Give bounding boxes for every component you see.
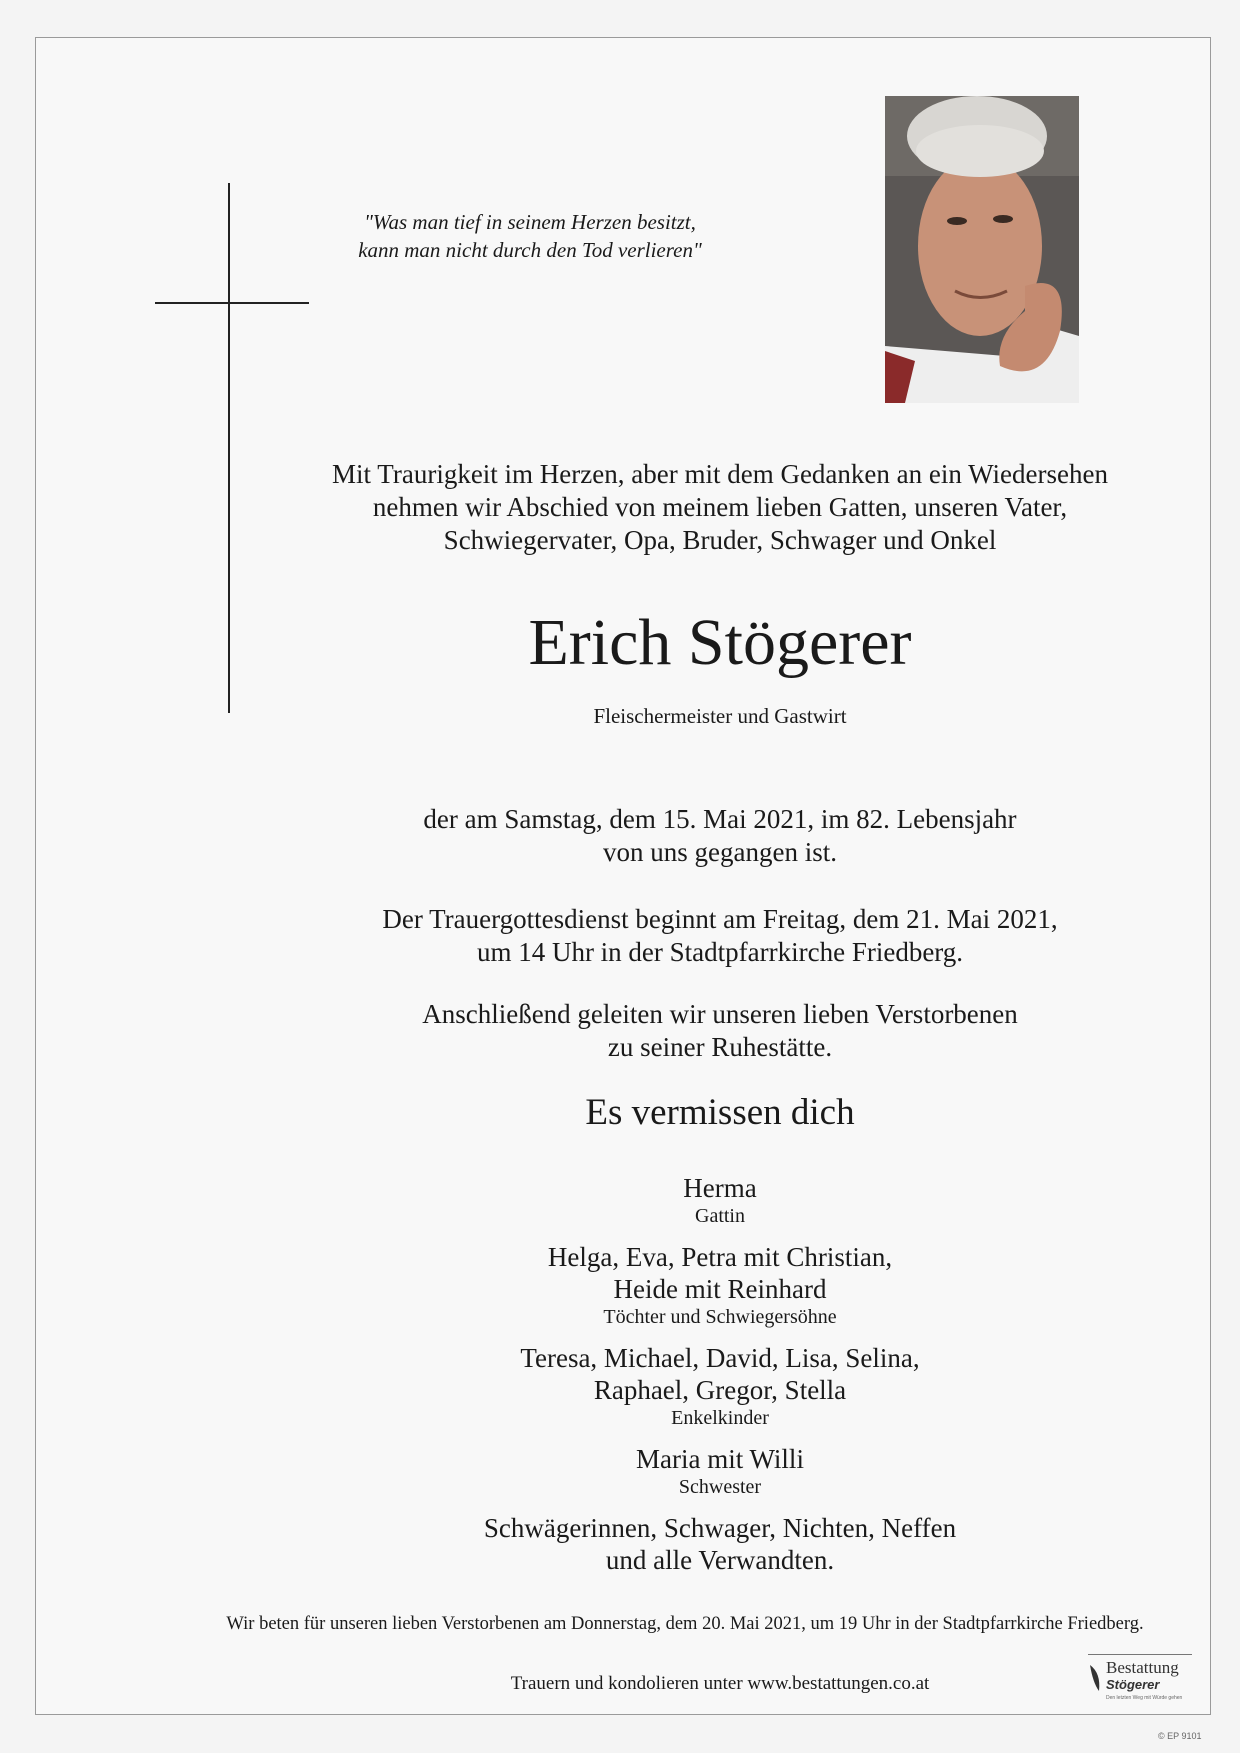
memorial-quote bbox=[300, 208, 760, 264]
intro-line-2: nehmen wir Abschied von meinem lieben Gatten, unseren Vater, bbox=[372, 492, 1068, 522]
death-line-2: von uns gegangen ist. bbox=[603, 837, 837, 867]
prayer-notice: Wir beten für unseren lieben Verstorbenen am Donnerstag, dem 20. Mai 2021, um 19 Uhr in der Stadtpfarrkirche Friedberg. bbox=[226, 1614, 1144, 1634]
funeral-home-logo bbox=[1088, 1657, 1198, 1705]
mourner-name: Teresa, Michael, David, Lisa, Selina, bbox=[520, 1343, 920, 1373]
mourner-name: Schwägerinnen, Schwager, Nichten, Neffen bbox=[483, 1513, 957, 1543]
mourner-relation: Enkelkinder bbox=[671, 1407, 769, 1429]
logo-subtitle: Stögerer bbox=[1106, 1677, 1160, 1692]
footer-code: © EP 9101 bbox=[1158, 1731, 1202, 1741]
intro-line-3: Schwiegervater, Opa, Bruder, Schwager und Onkel bbox=[443, 525, 997, 555]
mourner-name: Herma bbox=[683, 1173, 757, 1203]
death-line-1: der am Samstag, dem 15. Mai 2021, im 82. Lebensjahr bbox=[423, 804, 1017, 834]
intro-line-1: Mit Traurigkeit im Herzen, aber mit dem Gedanken an ein Wiedersehen bbox=[332, 459, 1108, 489]
intro-text bbox=[185, 458, 1240, 557]
mourner-group bbox=[185, 1241, 1240, 1330]
logo-tagline: Den letzten Weg mit Würde gehen bbox=[1106, 1695, 1183, 1701]
mourner-relation: Gattin bbox=[695, 1205, 745, 1227]
mourner-name: Raphael, Gregor, Stella bbox=[593, 1375, 847, 1405]
mourner-group bbox=[185, 1512, 1240, 1576]
mourners-list bbox=[185, 1172, 1240, 1576]
burial-notice bbox=[185, 998, 1240, 1064]
funeral-service bbox=[185, 903, 1240, 969]
burial-line-2: zu seiner Ruhestätte. bbox=[607, 1032, 833, 1062]
quote-line-1: "Was man tief in seinem Herzen besitzt, bbox=[364, 210, 696, 234]
service-line-2: um 14 Uhr in der Stadtpfarrkirche Friedberg. bbox=[476, 937, 964, 967]
portrait-photo-icon bbox=[885, 96, 1079, 403]
mourner-name: Helga, Eva, Petra mit Christian, bbox=[547, 1242, 893, 1272]
deceased-name: Erich Stögerer bbox=[528, 606, 912, 679]
feather-icon bbox=[1088, 1663, 1102, 1693]
mourner-group bbox=[185, 1443, 1240, 1500]
condolence-link[interactable]: Trauern und kondolieren unter www.bestattungen.co.at bbox=[510, 1673, 930, 1694]
burial-line-1: Anschließend geleiten wir unseren lieben Verstorbenen bbox=[422, 999, 1018, 1029]
mourner-relation: Töchter und Schwiegersöhne bbox=[603, 1306, 837, 1328]
mourner-name: und alle Verwandten. bbox=[605, 1545, 835, 1575]
death-notice bbox=[185, 803, 1240, 869]
mourner-group bbox=[185, 1172, 1240, 1229]
deceased-occupation: Fleischermeister und Gastwirt bbox=[593, 704, 847, 728]
mourner-group bbox=[185, 1342, 1240, 1431]
service-line-1: Der Trauergottesdienst beginnt am Freitag, dem 21. Mai 2021, bbox=[382, 904, 1058, 934]
logo-divider bbox=[1088, 1654, 1192, 1655]
portrait-photo bbox=[885, 96, 1079, 403]
cross-horizontal-bar bbox=[155, 302, 309, 304]
quote-line-2: kann man nicht durch den Tod verlieren" bbox=[358, 238, 702, 262]
mourner-name: Heide mit Reinhard bbox=[613, 1274, 827, 1304]
logo-title: Bestattung bbox=[1106, 1658, 1179, 1677]
mourners-heading: Es vermissen dich bbox=[585, 1092, 855, 1133]
mourner-name: Maria mit Willi bbox=[636, 1444, 804, 1474]
mourner-relation: Schwester bbox=[678, 1476, 762, 1498]
